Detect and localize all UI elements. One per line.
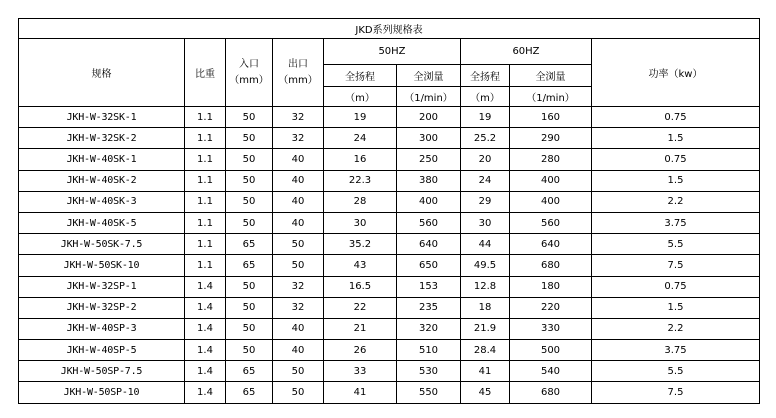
cell-outlet: 32 xyxy=(273,297,324,318)
cell-flow60: 500 xyxy=(510,340,592,361)
spec-table xyxy=(18,18,760,404)
cell-head60: 49.5 xyxy=(461,255,510,276)
header-inlet-unit: （mm） xyxy=(229,74,269,86)
cell-power: 2.2 xyxy=(592,191,760,212)
cell-inlet: 50 xyxy=(226,170,273,191)
cell-power: 5.5 xyxy=(592,361,760,382)
cell-ratio: 1.1 xyxy=(185,107,226,128)
cell-inlet: 65 xyxy=(226,361,273,382)
cell-power: 7.5 xyxy=(592,382,760,403)
cell-head60: 25.2 xyxy=(461,128,510,149)
cell-outlet: 50 xyxy=(273,234,324,255)
cell-flow60: 290 xyxy=(510,128,592,149)
header-50hz-head-unit: （m） xyxy=(324,87,397,107)
cell-head60: 24 xyxy=(461,170,510,191)
cell-head50: 41 xyxy=(324,382,397,403)
cell-head50: 19 xyxy=(324,107,397,128)
cell-flow60: 280 xyxy=(510,149,592,170)
cell-outlet: 50 xyxy=(273,382,324,403)
cell-ratio: 1.4 xyxy=(185,382,226,403)
header-ratio: 比重 xyxy=(185,39,226,107)
header-50hz-flow: 全浏量 xyxy=(397,65,461,87)
cell-flow60: 680 xyxy=(510,255,592,276)
cell-flow50: 640 xyxy=(397,234,461,255)
cell-head60: 44 xyxy=(461,234,510,255)
cell-head60: 20 xyxy=(461,149,510,170)
cell-inlet: 50 xyxy=(226,340,273,361)
cell-flow50: 320 xyxy=(397,318,461,339)
table-row xyxy=(19,149,760,170)
cell-flow50: 200 xyxy=(397,107,461,128)
cell-outlet: 40 xyxy=(273,212,324,233)
cell-power: 5.5 xyxy=(592,234,760,255)
cell-model: JKH-W-40SK-2 xyxy=(19,170,185,191)
cell-head50: 26 xyxy=(324,340,397,361)
cell-power: 3.75 xyxy=(592,212,760,233)
cell-head50: 33 xyxy=(324,361,397,382)
cell-flow60: 680 xyxy=(510,382,592,403)
spec-table-container xyxy=(18,18,760,404)
header-outlet-unit: （mm） xyxy=(278,74,318,86)
cell-inlet: 50 xyxy=(226,297,273,318)
cell-ratio: 1.4 xyxy=(185,361,226,382)
cell-flow60: 540 xyxy=(510,361,592,382)
cell-model: JKH-W-32SK-2 xyxy=(19,128,185,149)
header-50hz-flow-unit: （1/min） xyxy=(397,87,461,107)
table-row xyxy=(19,361,760,382)
cell-head50: 16 xyxy=(324,149,397,170)
cell-power: 7.5 xyxy=(592,255,760,276)
cell-flow50: 530 xyxy=(397,361,461,382)
cell-outlet: 40 xyxy=(273,318,324,339)
cell-power: 1.5 xyxy=(592,128,760,149)
cell-flow60: 180 xyxy=(510,276,592,297)
cell-head60: 12.8 xyxy=(461,276,510,297)
table-row xyxy=(19,318,760,339)
cell-power: 0.75 xyxy=(592,107,760,128)
cell-flow60: 160 xyxy=(510,107,592,128)
cell-head50: 22.3 xyxy=(324,170,397,191)
cell-ratio: 1.1 xyxy=(185,128,226,149)
table-row xyxy=(19,128,760,149)
cell-ratio: 1.4 xyxy=(185,318,226,339)
cell-flow50: 560 xyxy=(397,212,461,233)
cell-head60: 21.9 xyxy=(461,318,510,339)
cell-model: JKH-W-32SP-2 xyxy=(19,297,185,318)
header-60hz-head-unit: （m） xyxy=(461,87,510,107)
cell-flow50: 400 xyxy=(397,191,461,212)
table-row xyxy=(19,382,760,403)
cell-model: JKH-W-40SK-5 xyxy=(19,212,185,233)
cell-head60: 29 xyxy=(461,191,510,212)
cell-head50: 43 xyxy=(324,255,397,276)
cell-ratio: 1.1 xyxy=(185,212,226,233)
header-outlet-label: 出口 xyxy=(288,58,308,70)
cell-ratio: 1.4 xyxy=(185,297,226,318)
cell-inlet: 50 xyxy=(226,212,273,233)
cell-inlet: 50 xyxy=(226,107,273,128)
cell-outlet: 40 xyxy=(273,149,324,170)
cell-model: JKH-W-32SP-1 xyxy=(19,276,185,297)
cell-power: 1.5 xyxy=(592,170,760,191)
cell-flow50: 510 xyxy=(397,340,461,361)
cell-ratio: 1.1 xyxy=(185,149,226,170)
header-60hz-head: 全扬程 xyxy=(461,65,510,87)
cell-flow60: 330 xyxy=(510,318,592,339)
cell-outlet: 32 xyxy=(273,276,324,297)
cell-model: JKH-W-40SK-3 xyxy=(19,191,185,212)
cell-head50: 28 xyxy=(324,191,397,212)
cell-outlet: 50 xyxy=(273,255,324,276)
cell-inlet: 50 xyxy=(226,276,273,297)
cell-model: JKH-W-32SK-1 xyxy=(19,107,185,128)
table-row xyxy=(19,212,760,233)
cell-flow60: 640 xyxy=(510,234,592,255)
cell-flow50: 550 xyxy=(397,382,461,403)
cell-model: JKH-W-50SP-7.5 xyxy=(19,361,185,382)
cell-outlet: 32 xyxy=(273,128,324,149)
cell-outlet: 32 xyxy=(273,107,324,128)
cell-flow50: 300 xyxy=(397,128,461,149)
cell-outlet: 50 xyxy=(273,361,324,382)
cell-inlet: 50 xyxy=(226,149,273,170)
cell-head60: 19 xyxy=(461,107,510,128)
cell-model: JKH-W-40SP-3 xyxy=(19,318,185,339)
cell-inlet: 65 xyxy=(226,255,273,276)
table-row xyxy=(19,340,760,361)
cell-flow50: 235 xyxy=(397,297,461,318)
header-60hz: 60HZ xyxy=(461,39,592,65)
header-inlet xyxy=(226,39,273,107)
header-50hz: 50HZ xyxy=(324,39,461,65)
cell-model: JKH-W-50SK-10 xyxy=(19,255,185,276)
cell-flow60: 560 xyxy=(510,212,592,233)
table-row xyxy=(19,255,760,276)
header-outlet xyxy=(273,39,324,107)
cell-power: 1.5 xyxy=(592,297,760,318)
cell-outlet: 40 xyxy=(273,170,324,191)
table-row xyxy=(19,234,760,255)
cell-ratio: 1.1 xyxy=(185,170,226,191)
cell-ratio: 1.1 xyxy=(185,255,226,276)
cell-power: 0.75 xyxy=(592,276,760,297)
cell-flow60: 220 xyxy=(510,297,592,318)
cell-model: JKH-W-50SP-10 xyxy=(19,382,185,403)
header-60hz-flow-unit: （1/min） xyxy=(510,87,592,107)
table-row xyxy=(19,276,760,297)
cell-head60: 28.4 xyxy=(461,340,510,361)
cell-power: 2.2 xyxy=(592,318,760,339)
cell-flow60: 400 xyxy=(510,170,592,191)
header-inlet-label: 入口 xyxy=(239,58,259,70)
table-row xyxy=(19,170,760,191)
cell-model: JKH-W-50SK-7.5 xyxy=(19,234,185,255)
cell-inlet: 50 xyxy=(226,128,273,149)
cell-head50: 35.2 xyxy=(324,234,397,255)
spec-table-body xyxy=(19,107,760,404)
cell-head60: 41 xyxy=(461,361,510,382)
cell-ratio: 1.1 xyxy=(185,234,226,255)
table-row xyxy=(19,191,760,212)
cell-head50: 22 xyxy=(324,297,397,318)
cell-power: 3.75 xyxy=(592,340,760,361)
cell-power: 0.75 xyxy=(592,149,760,170)
table-row xyxy=(19,297,760,318)
cell-head60: 30 xyxy=(461,212,510,233)
header-power: 功率（kw） xyxy=(592,39,760,107)
cell-head50: 30 xyxy=(324,212,397,233)
header-model: 规格 xyxy=(19,39,185,107)
cell-head50: 24 xyxy=(324,128,397,149)
table-row xyxy=(19,107,760,128)
cell-inlet: 65 xyxy=(226,382,273,403)
cell-ratio: 1.1 xyxy=(185,191,226,212)
cell-head60: 18 xyxy=(461,297,510,318)
cell-head60: 45 xyxy=(461,382,510,403)
cell-inlet: 65 xyxy=(226,234,273,255)
cell-flow50: 380 xyxy=(397,170,461,191)
cell-flow50: 153 xyxy=(397,276,461,297)
cell-outlet: 40 xyxy=(273,340,324,361)
cell-flow60: 400 xyxy=(510,191,592,212)
cell-head50: 16.5 xyxy=(324,276,397,297)
cell-inlet: 50 xyxy=(226,318,273,339)
header-50hz-head: 全扬程 xyxy=(324,65,397,87)
cell-ratio: 1.4 xyxy=(185,340,226,361)
cell-flow50: 650 xyxy=(397,255,461,276)
cell-flow50: 250 xyxy=(397,149,461,170)
table-title: JKD系列规格表 xyxy=(19,19,760,39)
cell-model: JKH-W-40SP-5 xyxy=(19,340,185,361)
cell-ratio: 1.4 xyxy=(185,276,226,297)
cell-outlet: 40 xyxy=(273,191,324,212)
cell-inlet: 50 xyxy=(226,191,273,212)
cell-head50: 21 xyxy=(324,318,397,339)
header-60hz-flow: 全浏量 xyxy=(510,65,592,87)
cell-model: JKH-W-40SK-1 xyxy=(19,149,185,170)
